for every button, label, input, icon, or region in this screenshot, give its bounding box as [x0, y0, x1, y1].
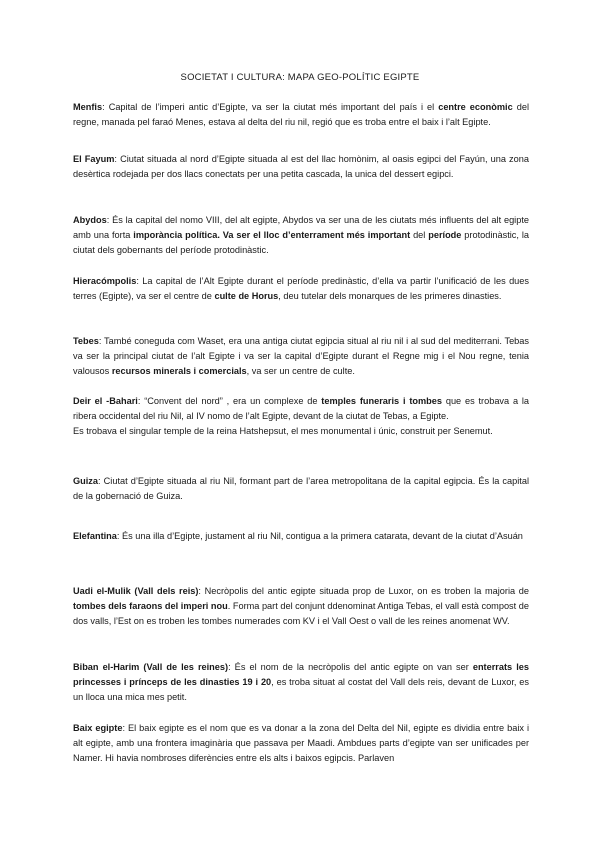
bold-text: Tebes: [73, 336, 99, 346]
body-text: del regne, manada pel faraó Menes, estava al delta del riu nil, regió que es troba entre el baix i l’alt Egipte.: [73, 102, 529, 127]
bold-text: Baix egipte: [73, 723, 123, 733]
bold-text: tombes dels faraons del imperi nou: [73, 601, 228, 611]
bold-text: recursos minerals i comercials: [111, 366, 247, 376]
entry-vall-de-les-reines: [73, 660, 529, 705]
body-text: , es troba situat al costat del Vall dels reis, devant de Luxor, es un lloca una mica mes petit.: [73, 677, 529, 702]
body-text: : Necròpolis del antic egipte situada prop de Luxor, on es troben la majoria de: [198, 586, 529, 596]
entry-guiza: [73, 474, 529, 504]
bold-text: Menfis: [73, 102, 103, 112]
body-text: : També coneguda com Waset, era una antiga ciutat egipcia situal al riu nil i al sud del mediterrani. Tebas va ser la principal ciutat de l’alt Egipte i va ser la capital d’Egipte durant el Regne mig i el Nou regne, tenia valousos: [73, 336, 529, 376]
entry-tebes: [73, 334, 529, 379]
bold-text: Biban el-Harim (Vall de les reines): [73, 662, 229, 672]
bold-text: El Fayum: [73, 154, 115, 164]
entry-hatshepsut: [73, 424, 529, 439]
bold-text: temples funeraris i tombes: [321, 396, 443, 406]
bold-text: Hieracómpolis: [73, 276, 137, 286]
entry-elefantina: [73, 529, 529, 544]
body-text: Es trobava el singular temple de la reina Hatshepsut, el mes monumental i únic, construit per Senemut.: [73, 426, 493, 436]
body-text: , deu tutelar dels monarques de les primeres dinasties.: [278, 291, 502, 301]
entry-vall-dels-reis: [73, 584, 529, 629]
entry-abydos: [73, 213, 529, 258]
body-text: : És una illa d’Egipte, justament al riu Nil, contigua a la primera catarata, devant de la ciutat d’Asuán: [116, 531, 523, 541]
body-text: : És la capital del nomo VIII, del alt egipte, Abydos va ser una de les ciutats més influents del alt egipte amb una forta: [73, 215, 529, 240]
bold-text: Elefantina: [73, 531, 117, 541]
body-text: que es trobava a la ribera occidental del riu Nil, al IV nomo de l’alt Egipte, devant de la ciutat de Tebas, a Egipte.: [73, 396, 530, 421]
body-text: : Ciutat situada al nord d’Egipte situada al est del llac homònim, al oasis egipci del Fayún, una zona desèrtica rodejada per dos llacs conectats per una petita cascada, la unica del dessert egipci.: [73, 154, 529, 179]
bold-text: Guiza: [73, 476, 99, 486]
body-text: : “Convent del nord” , era un complexe de: [137, 396, 322, 406]
entry-baix-egipte: [73, 721, 529, 766]
bold-text: període: [428, 230, 462, 240]
entry-deir-el-bahari: [73, 394, 529, 424]
bold-text: Abydos: [73, 215, 107, 225]
bold-text: enterrats les princesses i prínceps de les dinasties 19 i 20: [73, 662, 529, 687]
body-text: . Forma part del conjunt ddenominat Antiga Tebas, el vall està compost de dos valls, l’Est on es troben les tombes numerades com KV i el Vall Oest o vall de les reines anomenat WV.: [73, 601, 529, 626]
body-text: protodinàstic, la ciutat dels gobernants del període protodinàstic.: [73, 230, 529, 255]
body-text: : La capital de l’Alt Egipte durant el període predinàstic, d’ella va partir l’unificació de les dues terres (Egipte), va ser el centre de: [73, 276, 529, 301]
bold-text: culte de Horus: [214, 291, 279, 301]
bold-text: Deir el -Bahari: [73, 396, 138, 406]
bold-text: Uadi el-Mulik (Vall dels reis): [73, 586, 199, 596]
page-title: SOCIETAT I CULTURA: MAPA GEO-POLÍTIC EGIPTE: [180, 72, 420, 83]
body-text: , va ser un centre de culte.: [246, 366, 355, 376]
bold-text: imporància política. Va ser el lloc d’enterrament més important: [133, 230, 411, 240]
body-text: del: [410, 230, 429, 240]
body-text: : És el nom de la necròpolis del antic egipte on van ser: [228, 662, 473, 672]
body-text: : Capital de l’imperi antic d’Egipte, va ser la ciutat més important del país i el: [102, 102, 439, 112]
entry-hieracompolis: [73, 274, 529, 304]
entry-el-fayum: [73, 152, 529, 182]
body-text: : El baix egipte es el nom que es va donar a la zona del Delta del Nil, egipte es dividia entre baix i alt egipte, amb una frontera imaginària que passava per Maadi. Ambdues parts d’egipte van ser unificades per Namer. Hi havia nombroses diferències entre els alts i baixos egipcis. Parlaven: [73, 723, 529, 763]
body-text: : Ciutat d’Egipte situada al riu Nil, formant part de l’area metropolitana de la capital egipcia. És la capital de la gobernació de Guiza.: [73, 476, 529, 501]
entry-menfis: [73, 100, 529, 130]
bold-text: centre econòmic: [438, 102, 513, 112]
